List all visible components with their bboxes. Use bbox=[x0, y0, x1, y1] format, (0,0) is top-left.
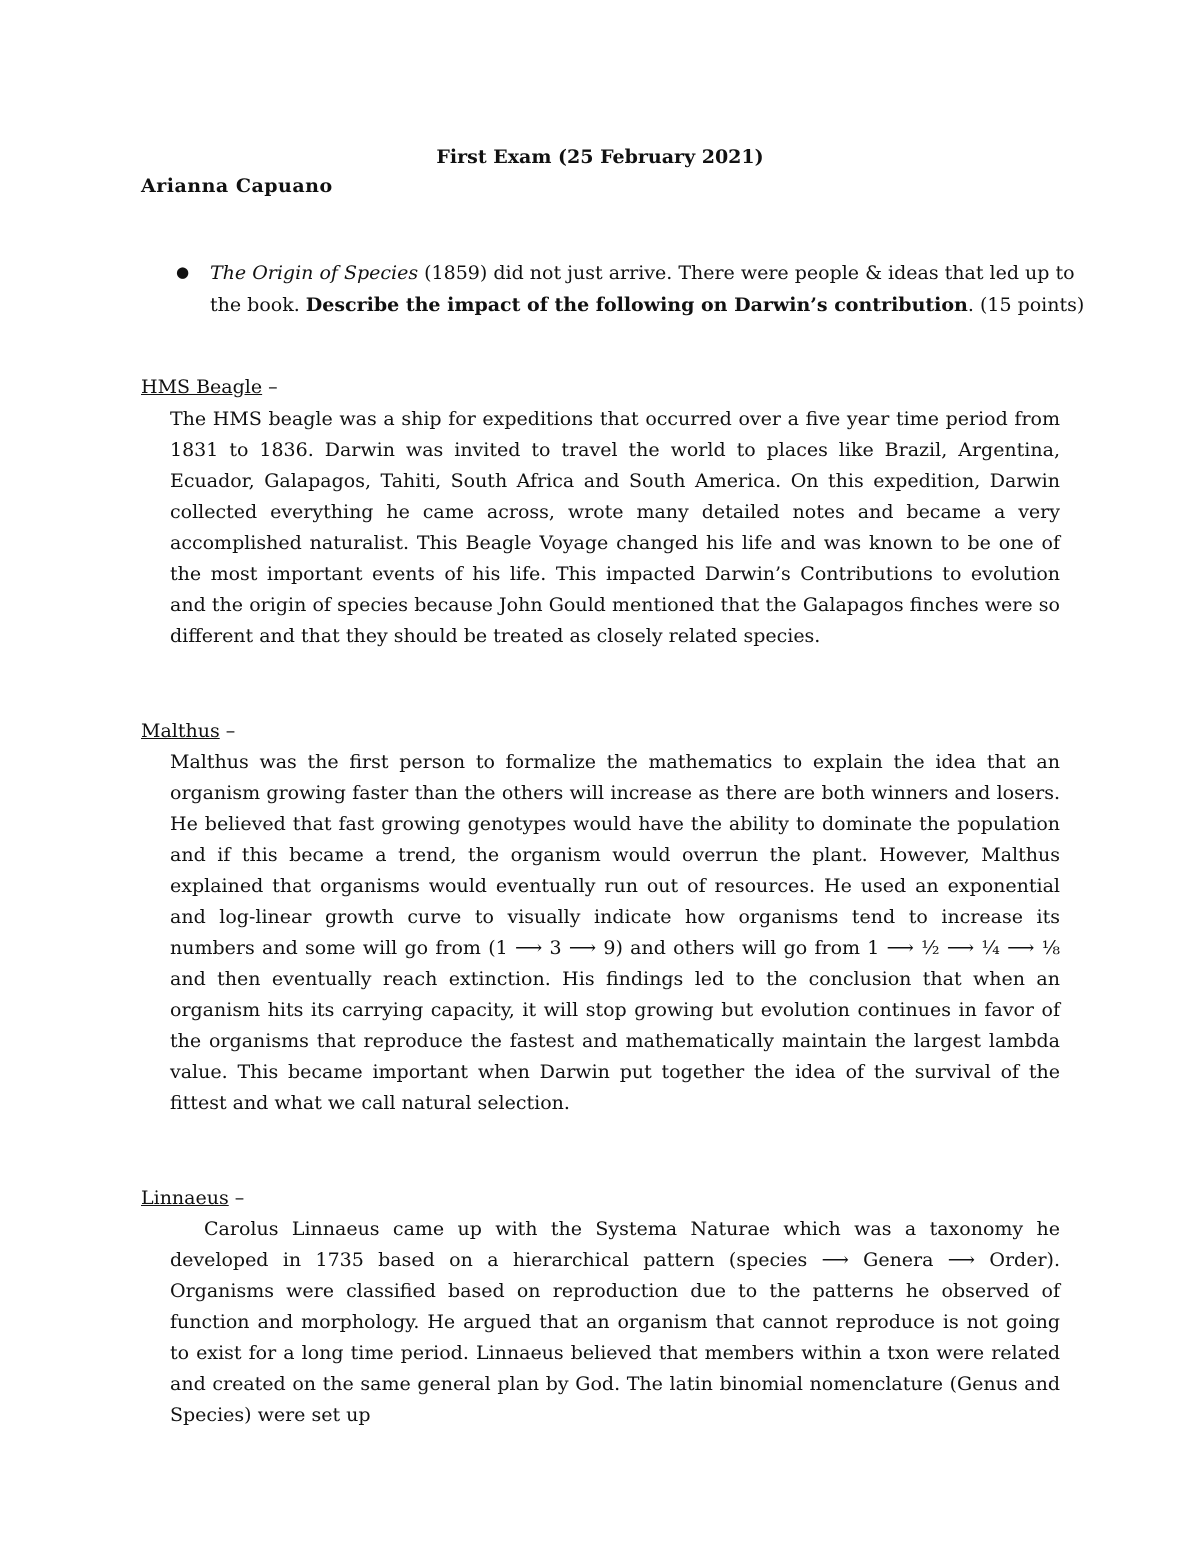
bullet-icon: ● bbox=[176, 263, 190, 281]
prompt-instruction: Describe the impact of the following on Darwin’s contribution bbox=[305, 294, 968, 316]
prompt-text-a: (1859) did not just arrive. There were people & ideas that led up to the book. bbox=[210, 262, 1075, 316]
heading-label: Linnaeus bbox=[141, 1187, 229, 1209]
exam-prompt bbox=[210, 257, 1090, 321]
section-body-linnaeus: Carolus Linnaeus came up with the Systema Naturae which was a taxonomy he developed in 1735 based on a hierarchical pattern (species ⟶ Genera ⟶ Order). Organisms were classified based on reproduction due to the patterns he observed of function and morphology. He argued that an organism that cannot reproduce is not going to exist for a long time period. Linnaeus believed that members within a txon were related and created on the same general plan by God. The latin binomial nomenclature (Genus and Species) were set up bbox=[170, 1218, 1060, 1426]
heading-dash: – bbox=[219, 720, 236, 742]
section-body-beagle: The HMS beagle was a ship for expeditions that occurred over a five year time period from 1831 to 1836. Darwin was invited to travel the world to places like Brazil, Argentina, Ecuador, Galapagos, Tahiti, South Africa and South America. On this expedition, Darwin collected everything he came across, wrote many detailed notes and became a very accomplished naturalist. This Beagle Voyage changed his life and was known to be one of the most important events of his life. This impacted Darwin’s Contributions to evolution and the origin of species because John Gould mentioned that the Galapagos finches were so different and that they should be treated as closely related species. bbox=[170, 408, 1060, 647]
heading-dash: – bbox=[228, 1187, 245, 1209]
heading-dash: – bbox=[262, 376, 278, 398]
exam-title: First Exam (25 February 2021) bbox=[436, 146, 764, 168]
author-name: Arianna Capuano bbox=[141, 175, 333, 197]
section-heading-beagle bbox=[141, 372, 278, 402]
section-heading-linnaeus bbox=[141, 1183, 244, 1213]
book-title: The Origin of Species bbox=[210, 262, 419, 284]
section-body-malthus: Malthus was the first person to formalize the mathematics to explain the idea that an organism growing faster than the others will increase as there are both winners and losers. He believed that fast growing genotypes would have the ability to dominate the population and if this became a trend, the organism would overrun the plant. However, Malthus explained that organisms would eventually run out of resources. He used an exponential and log-linear growth curve to visually indicate how organisms tend to increase its numbers and some will go from (1 ⟶ 3 ⟶ 9) and others will go from 1 ⟶ ½ ⟶ ¼ ⟶ ⅛ and then eventually reach extinction. His findings led to the conclusion that when an organism hits its carrying capacity, it will stop growing but evolution continues in favor of the organisms that reproduce the fastest and mathematically maintain the largest lambda value. This became important when Darwin put together the idea of the survival of the fittest and what we call natural selection. bbox=[170, 751, 1060, 1114]
heading-label: Malthus bbox=[141, 720, 220, 742]
prompt-text-b: . (15 points) bbox=[967, 294, 1085, 316]
section-heading-malthus bbox=[141, 716, 235, 746]
heading-label: HMS Beagle bbox=[141, 376, 263, 398]
